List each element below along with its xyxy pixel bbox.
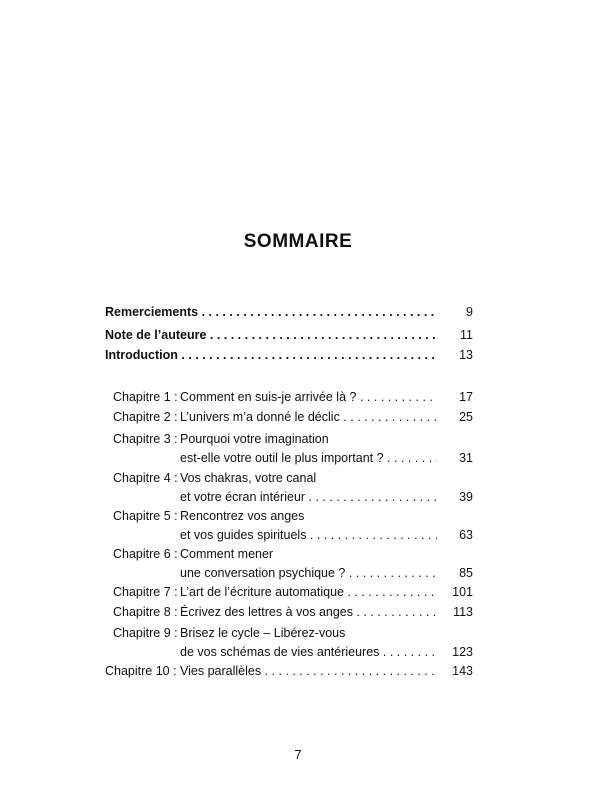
toc-entry-remerciements[interactable] <box>105 303 473 322</box>
toc-entry-note-auteure[interactable] <box>105 326 473 345</box>
chapter-title: Vos chakras, votre canal <box>180 471 317 485</box>
chapter-label: Chapitre 1 : <box>113 390 178 404</box>
chapter-title-cont: de vos schémas de vies antérieures . . . <box>180 643 437 662</box>
toc-entry-page: 11 <box>460 328 473 342</box>
chapter-title-cont: et votre écran intérieur . . . <box>180 488 437 507</box>
chapter-label: Chapitre 7 : <box>113 585 178 599</box>
chapter-page: 63 <box>459 528 473 542</box>
chapter-label: Chapitre 3 : <box>113 432 178 446</box>
toc-chapter-3[interactable] <box>105 430 473 468</box>
toc-chapter-9[interactable] <box>105 624 473 662</box>
chapter-page: 143 <box>452 664 473 678</box>
chapter-label: Chapitre 9 : <box>113 626 178 640</box>
chapter-title: Rencontrez vos anges <box>180 509 305 523</box>
toc-chapter-10[interactable] <box>105 662 473 681</box>
chapter-label: Chapitre 5 : <box>113 509 178 523</box>
chapter-page: 101 <box>452 585 473 599</box>
toc-chapter-8[interactable] <box>105 603 473 622</box>
chapter-title-cont: une conversation psychique ? . . . <box>180 564 437 583</box>
chapter-page: 113 <box>453 605 473 619</box>
chapter-page: 39 <box>459 490 473 504</box>
toc-chapter-5[interactable] <box>105 507 473 545</box>
chapter-title: Comment mener <box>180 547 274 561</box>
toc-entry-title: Note de l’auteure . . . <box>105 326 437 345</box>
chapter-title: Vies parallèles . . . <box>180 662 437 681</box>
toc-entry-title: Remerciements . . . <box>105 303 437 322</box>
chapter-page: 85 <box>459 566 473 580</box>
chapter-title-cont: et vos guides spirituels . . . <box>180 526 437 545</box>
chapter-page: 31 <box>459 451 473 465</box>
toc-chapter-6[interactable] <box>105 545 473 583</box>
chapter-page: 25 <box>459 410 473 424</box>
page-title: SOMMAIRE <box>243 231 353 252</box>
toc-chapter-7[interactable] <box>105 583 473 602</box>
chapter-label: Chapitre 4 : <box>113 471 178 485</box>
chapter-title-cont: est-elle votre outil le plus important ? . . . <box>180 449 437 468</box>
toc-entry-page: 9 <box>466 305 473 319</box>
chapter-title: L’art de l’écriture automatique . . . <box>180 583 437 602</box>
toc-chapter-4[interactable] <box>105 469 473 507</box>
toc-entry-introduction[interactable] <box>105 346 473 365</box>
toc-chapter-1[interactable] <box>105 388 473 407</box>
toc-chapter-2[interactable] <box>105 408 473 427</box>
chapter-title: Brisez le cycle – Libérez-vous <box>180 626 346 640</box>
chapter-title: Pourquoi votre imagination <box>180 432 329 446</box>
toc-entry-page: 13 <box>459 348 473 362</box>
chapter-label: Chapitre 6 : <box>113 547 178 561</box>
chapter-page: 17 <box>459 390 473 404</box>
chapter-title: Comment en suis-je arrivée là ? . . . <box>180 388 437 407</box>
chapter-label: Chapitre 8 : <box>113 605 178 619</box>
page-number: 7 <box>294 747 302 762</box>
toc-entry-title: Introduction . . . <box>105 346 437 365</box>
chapter-label: Chapitre 2 : <box>113 410 178 424</box>
chapter-title: L’univers m’a donné le déclic . . . <box>180 408 437 427</box>
chapter-title: Écrivez des lettres à vos anges . . . <box>180 603 437 622</box>
chapter-page: 123 <box>452 645 473 659</box>
chapter-label: Chapitre 10 : <box>105 664 177 678</box>
